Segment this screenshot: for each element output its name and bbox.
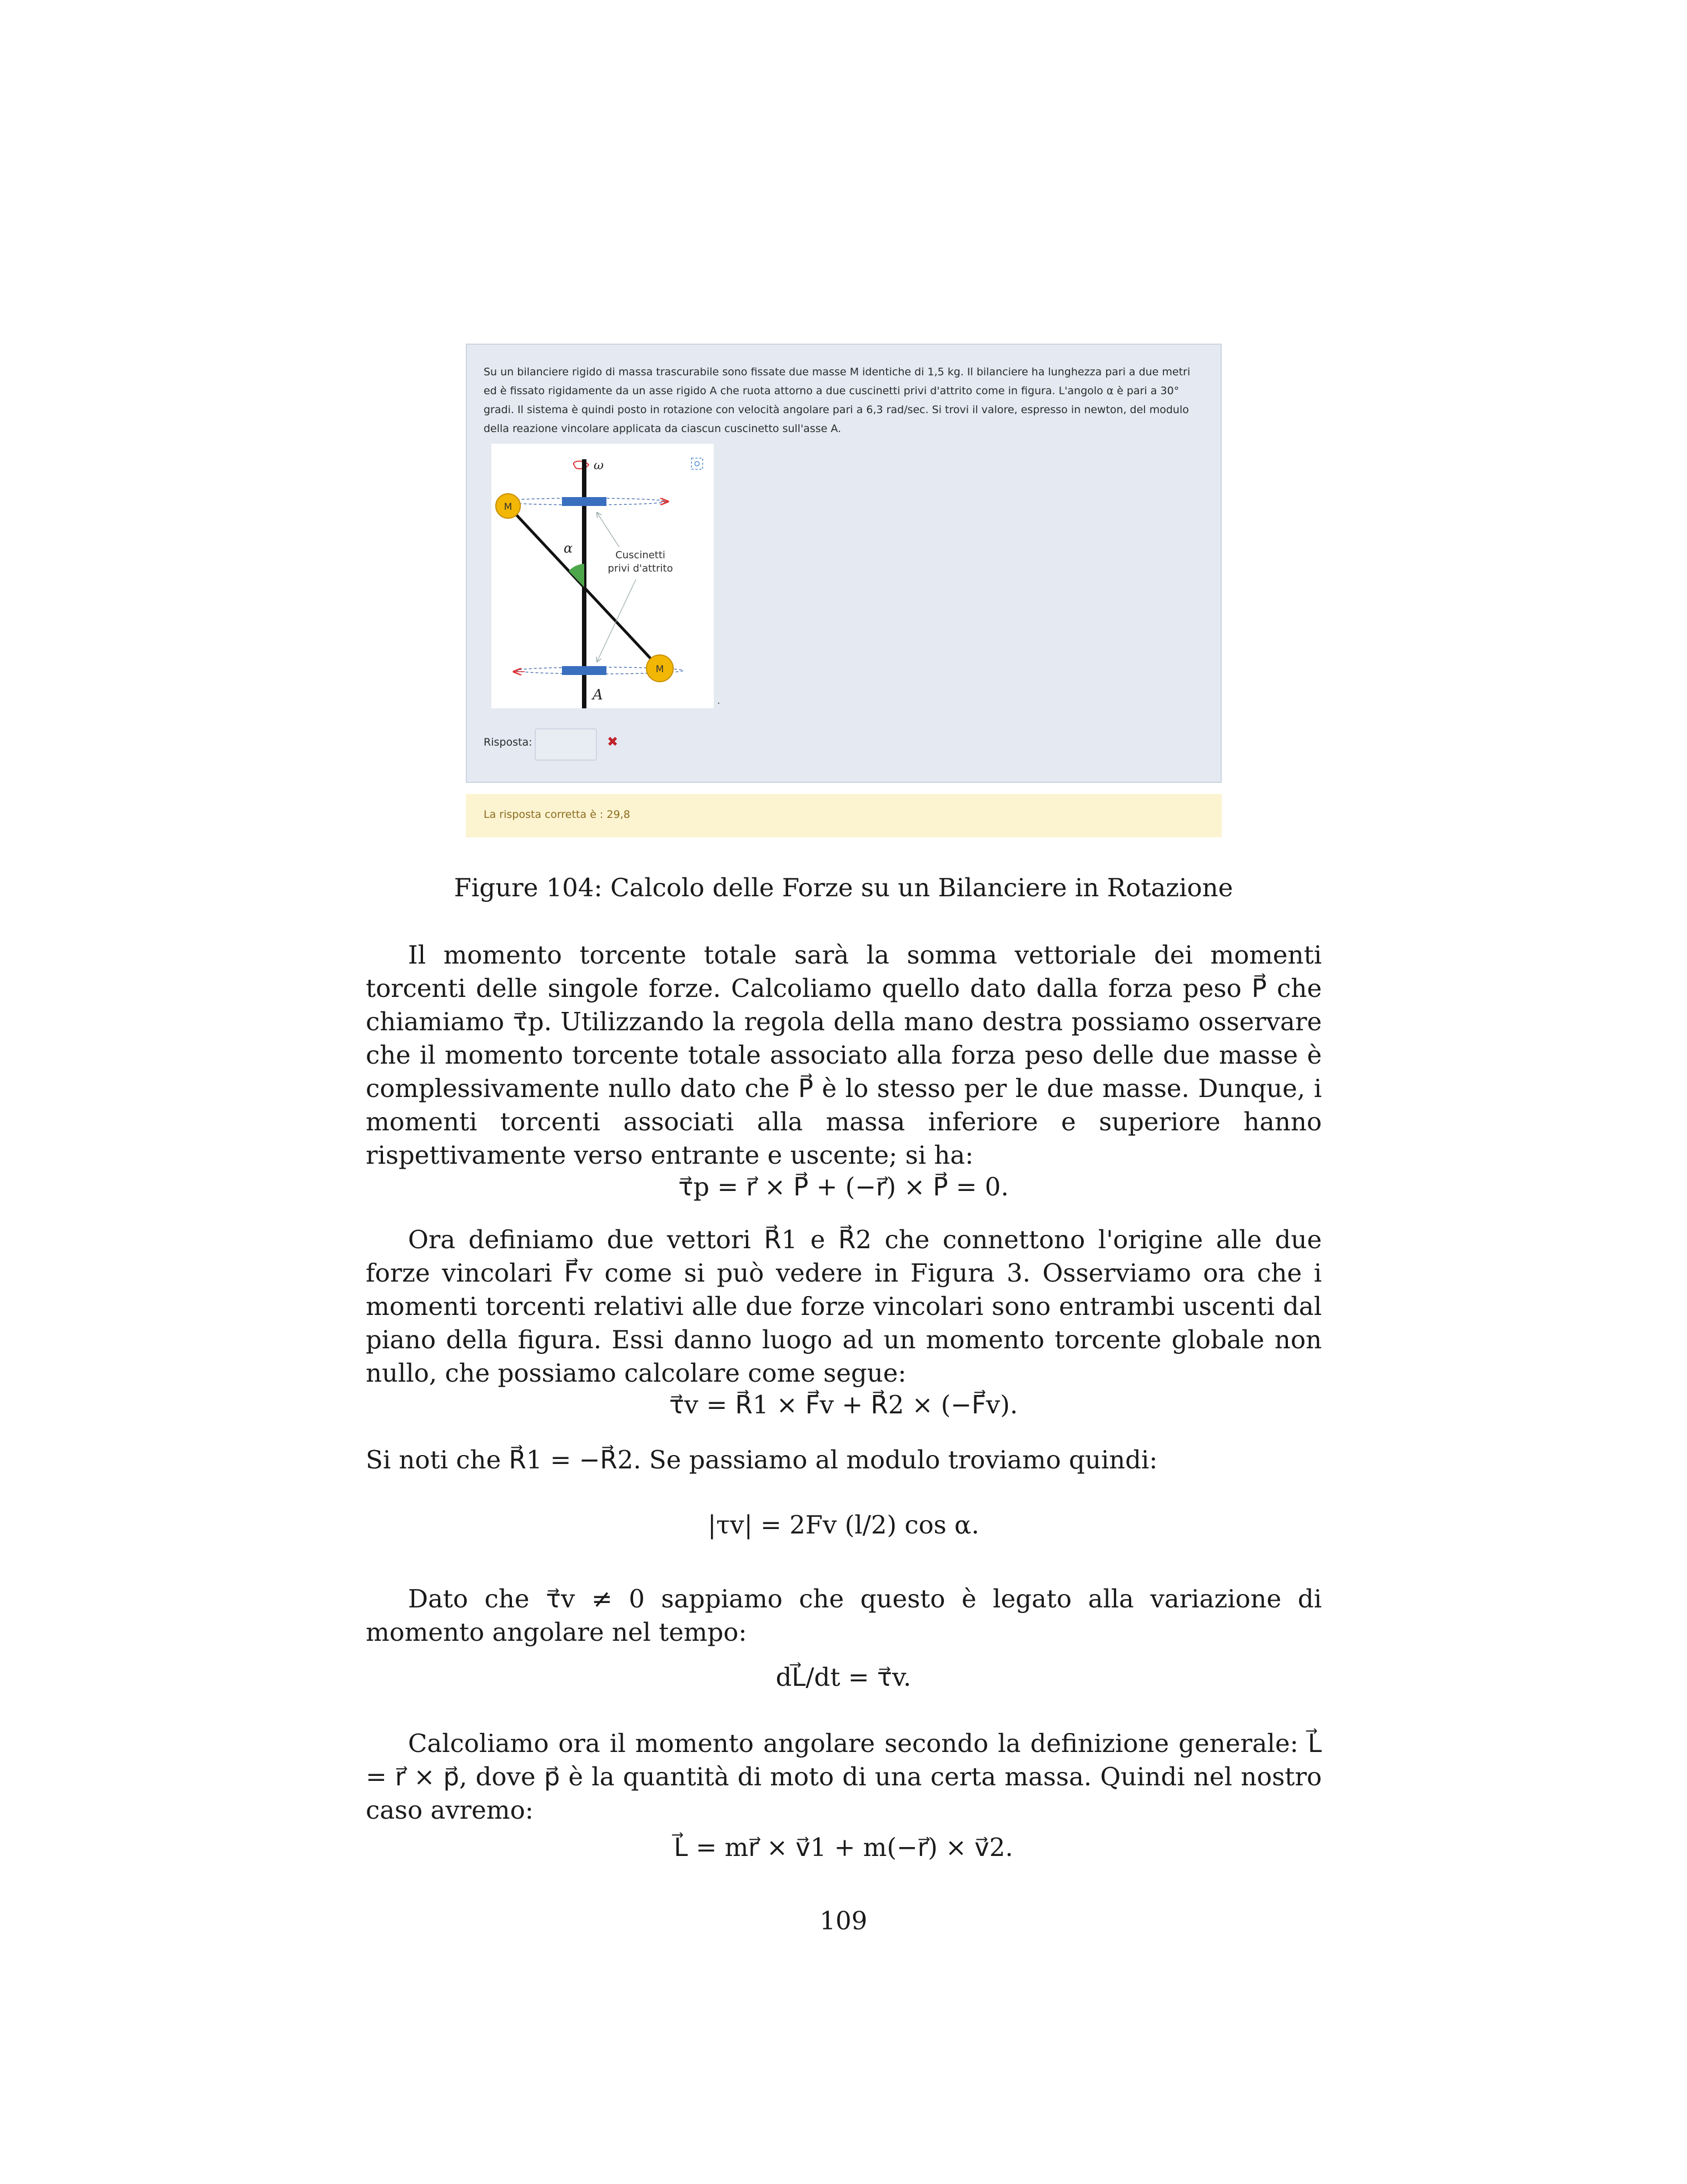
paragraph-1	[366, 939, 1322, 1172]
answer-input[interactable]	[535, 728, 597, 761]
omega-label: ω	[594, 459, 604, 473]
paragraph-2-text: Ora definiamo due vettori R⃗1 e R⃗2 che connettono l'origine alle due forze vincolari F⃗v come si può vedere in Figura 3. Osserviamo ora che i momenti torcenti relativi alle due forze vincolari sono entrambi uscenti dal piano della figura. Essi danno luogo ad un momento torcente globale non nullo, che possiamo calcolare come segue:	[366, 1225, 1322, 1388]
paragraph-3-text: Si noti che R⃗1 = −R⃗2. Se passiamo al modulo troviamo quindi:	[366, 1445, 1158, 1475]
equation-3: |τv| = 2Fv (l/2) cos α.	[708, 1510, 979, 1540]
paragraph-2	[366, 1223, 1322, 1390]
equation-1: τ⃗p = r⃗ × P⃗ + (−r⃗) × P⃗ = 0.	[678, 1172, 1009, 1202]
bearing-label-line2: privi d'attrito	[608, 563, 673, 574]
figure-caption: Figure 104: Calcolo delle Forze su un Bilanciere in Rotazione	[454, 873, 1233, 902]
paragraph-5-text: Calcoliamo ora il momento angolare secondo la definizione generale: L⃗ = r⃗ × p⃗, dove p⃗ è la quantità di moto di una certa massa. Quindi nel nostro caso avremo:	[366, 1729, 1322, 1825]
page-number: 109	[819, 1906, 868, 1935]
equation-4: dL⃗/dt = τ⃗v.	[775, 1662, 912, 1692]
equation-2: τ⃗v = R⃗1 × F⃗v + R⃗2 × (−F⃗v).	[669, 1390, 1018, 1419]
feedback-text: La risposta corretta è : 29,8	[484, 808, 630, 821]
bearing-label-line1: Cuscinetti	[615, 549, 665, 561]
axis-label: A	[593, 687, 603, 703]
question-text: Su un bilanciere rigido di massa trascurabile sono fissate due masse M identiche di 1,5 kg. Il bilanciere ha lunghezza pari a due metri ed è fissato rigidamente da un asse rigido A che ruota attorno a due cuscinetti privi d'attrito come in figura. L'angolo α è pari a 30° gradi. Il sistema è quindi posto in rotazione con velocità angolare pari a 6,3 rad/sec. Si trovi il valore, espresso in newton, del modulo della reazione vincolare applicata da ciascun cuscinetto sull'asse A.	[484, 366, 1191, 435]
bearing-top	[562, 497, 606, 506]
answer-label: Risposta:	[484, 736, 533, 748]
equation-5: L⃗ = mr⃗ × v⃗1 + m(−r⃗) × v⃗2.	[674, 1833, 1013, 1862]
bearing-bottom	[562, 666, 606, 675]
angle-alpha-wedge	[569, 564, 584, 587]
mass-bottom-label: M	[655, 664, 664, 675]
wrong-answer-icon: ✖	[607, 734, 619, 749]
question-figure	[491, 444, 714, 708]
paragraph-5	[366, 1727, 1322, 1827]
alpha-label: α	[564, 540, 573, 556]
mass-top-label: M	[504, 502, 512, 513]
quiz-question-panel	[466, 344, 1222, 783]
paragraph-1-text: Il momento torcente totale sarà la somma vettoriale dei momenti torcenti delle singole forze. Calcoliamo quello dato dalla forza peso P⃗ che chiamiamo τ⃗p. Utilizzando la regola della mano destra possiamo osservare che il momento torcente totale associato alla forza peso delle due masse è complessivamente nullo dato che P⃗ è lo stesso per le due masse. Dunque, i momenti torcenti associati alla massa inferiore e superiore hanno rispettivamente verso entrante e uscente; si ha:	[366, 940, 1322, 1170]
paragraph-4-text: Dato che τ⃗v ≠ 0 sappiamo che questo è legato alla variazione di momento angolare nel tempo:	[366, 1584, 1322, 1647]
paragraph-4	[366, 1582, 1322, 1649]
paragraph-3	[366, 1443, 1322, 1477]
expand-icon[interactable]	[691, 458, 703, 469]
figure-trailing-mark: .	[717, 695, 720, 707]
correct-answer-feedback	[466, 794, 1222, 837]
